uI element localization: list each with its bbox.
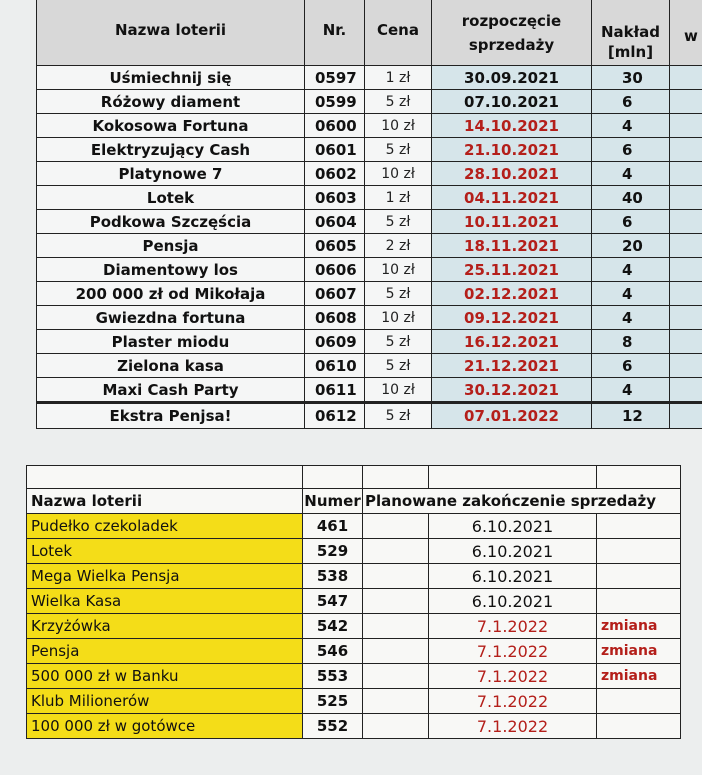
lottery-name: Wielka Kasa: [27, 589, 303, 614]
print-run: 6: [592, 90, 670, 114]
lottery-number: 552: [303, 714, 363, 739]
sale-start-date: 25.11.2021: [432, 258, 592, 282]
empty-cell: [363, 639, 429, 664]
lottery-number: 542: [303, 614, 363, 639]
header-name: Nazwa loterii: [27, 489, 303, 514]
header-extra: w: [670, 0, 702, 66]
extra-cell: [670, 354, 702, 378]
lottery-name: Zielona kasa: [37, 354, 305, 378]
lottery-name: 100 000 zł w gotówce: [27, 714, 303, 739]
empty-cell: [363, 689, 429, 714]
lottery-number: 0609: [305, 330, 365, 354]
lottery-number: 0605: [305, 234, 365, 258]
header-number: Numer: [303, 489, 363, 514]
print-run: 6: [592, 354, 670, 378]
print-run: 4: [592, 162, 670, 186]
planned-end-date: 6.10.2021: [429, 589, 597, 614]
change-note: [597, 564, 681, 589]
header-qty: [592, 0, 670, 66]
table-row: [37, 138, 702, 162]
change-note: [597, 589, 681, 614]
lottery-price: 2 zł: [365, 234, 432, 258]
table-row: [27, 564, 681, 589]
change-note: zmiana: [597, 664, 681, 689]
lottery-number: 0603: [305, 186, 365, 210]
print-run: 4: [592, 114, 670, 138]
extra-cell: [670, 378, 702, 403]
print-run: 8: [592, 330, 670, 354]
lottery-end-table: [26, 465, 681, 739]
lottery-price: 5 zł: [365, 330, 432, 354]
extra-cell: [670, 162, 702, 186]
lottery-number: 0599: [305, 90, 365, 114]
planned-end-date: 7.1.2022: [429, 664, 597, 689]
sale-start-date: 04.11.2021: [432, 186, 592, 210]
lottery-number: 0610: [305, 354, 365, 378]
lottery-number: 0607: [305, 282, 365, 306]
lottery-name: Pensja: [37, 234, 305, 258]
sale-start-date: 14.10.2021: [432, 114, 592, 138]
lottery-number: 0601: [305, 138, 365, 162]
table-row: [27, 614, 681, 639]
table-row: [37, 378, 702, 403]
empty-cell: [363, 714, 429, 739]
empty-cell: [363, 564, 429, 589]
lottery-price: 10 zł: [365, 114, 432, 138]
top-table-header: [37, 0, 702, 66]
print-run: 6: [592, 210, 670, 234]
table-row: [37, 234, 702, 258]
extra-cell: [670, 330, 702, 354]
empty-cell: [363, 614, 429, 639]
sale-start-date: 30.09.2021: [432, 66, 592, 90]
blank-cell: [27, 466, 303, 489]
table-row: [37, 403, 702, 429]
lottery-name: Pudełko czekoladek: [27, 514, 303, 539]
extra-cell: [670, 90, 702, 114]
table-row: [37, 186, 702, 210]
sale-start-date: 18.11.2021: [432, 234, 592, 258]
header-nr: Nr.: [305, 0, 365, 66]
sale-start-date: 28.10.2021: [432, 162, 592, 186]
header-name: Nazwa loterii: [37, 0, 305, 66]
lottery-name: Podkowa Szczęścia: [37, 210, 305, 234]
planned-end-date: 7.1.2022: [429, 614, 597, 639]
header-start: rozpoczęcie sprzedaży: [432, 0, 592, 66]
print-run: 40: [592, 186, 670, 210]
sale-start-date: 07.01.2022: [432, 403, 592, 429]
lottery-number: 546: [303, 639, 363, 664]
table-row: [37, 258, 702, 282]
blank-cell: [597, 466, 681, 489]
lottery-name: Pensja: [27, 639, 303, 664]
table-row: [37, 90, 702, 114]
planned-end-date: 6.10.2021: [429, 539, 597, 564]
print-run: 4: [592, 258, 670, 282]
lottery-name: 200 000 zł od Mikołaja: [37, 282, 305, 306]
planned-end-date: 6.10.2021: [429, 564, 597, 589]
table-row: [37, 354, 702, 378]
lottery-name: Plaster miodu: [37, 330, 305, 354]
print-run: 4: [592, 378, 670, 403]
lottery-name: 500 000 zł w Banku: [27, 664, 303, 689]
lottery-number: 538: [303, 564, 363, 589]
sale-start-date: 30.12.2021: [432, 378, 592, 403]
lottery-number: 0612: [305, 403, 365, 429]
bottom-table-header: [27, 489, 681, 514]
change-note: [597, 514, 681, 539]
print-run: 30: [592, 66, 670, 90]
planned-end-date: 7.1.2022: [429, 714, 597, 739]
lottery-number: 0597: [305, 66, 365, 90]
blank-cell: [429, 466, 597, 489]
print-run: 6: [592, 138, 670, 162]
lottery-number: 0611: [305, 378, 365, 403]
lottery-number: 0602: [305, 162, 365, 186]
sale-start-date: 21.12.2021: [432, 354, 592, 378]
lottery-name: Elektryzujący Cash: [37, 138, 305, 162]
empty-cell: [363, 664, 429, 689]
lottery-name: Mega Wielka Pensja: [27, 564, 303, 589]
lottery-number: 0606: [305, 258, 365, 282]
lottery-price: 5 zł: [365, 282, 432, 306]
extra-cell: [670, 258, 702, 282]
lottery-name: Platynowe 7: [37, 162, 305, 186]
extra-cell: [670, 210, 702, 234]
lottery-price: 10 zł: [365, 378, 432, 403]
lottery-number: 553: [303, 664, 363, 689]
empty-cell: [363, 514, 429, 539]
change-note: [597, 714, 681, 739]
lottery-price: 5 zł: [365, 403, 432, 429]
extra-cell: [670, 66, 702, 90]
lottery-name: Różowy diament: [37, 90, 305, 114]
sale-start-date: 02.12.2021: [432, 282, 592, 306]
table-row: [27, 714, 681, 739]
lottery-name: Lotek: [27, 539, 303, 564]
empty-cell: [363, 589, 429, 614]
table-row: [37, 66, 702, 90]
lottery-price: 5 zł: [365, 210, 432, 234]
lottery-number: 0608: [305, 306, 365, 330]
table-row: [27, 514, 681, 539]
change-note: [597, 689, 681, 714]
lottery-price: 5 zł: [365, 354, 432, 378]
bottom-table-blank-row: [27, 466, 681, 489]
lottery-number: 529: [303, 539, 363, 564]
table-row: [27, 639, 681, 664]
table-row: [37, 330, 702, 354]
empty-cell: [363, 539, 429, 564]
lottery-name: Kokosowa Fortuna: [37, 114, 305, 138]
lottery-name: Diamentowy los: [37, 258, 305, 282]
table-row: [27, 539, 681, 564]
extra-cell: [670, 234, 702, 258]
change-note: zmiana: [597, 614, 681, 639]
header-qty-top: Nakład: [600, 25, 661, 39]
sale-start-date: 21.10.2021: [432, 138, 592, 162]
lottery-number: 547: [303, 589, 363, 614]
header-planned-end: Planowane zakończenie sprzedaży: [363, 489, 681, 514]
planned-end-date: 6.10.2021: [429, 514, 597, 539]
blank-cell: [363, 466, 429, 489]
lottery-price: 10 zł: [365, 162, 432, 186]
table-row: [27, 589, 681, 614]
header-qty-unit: [mln]: [607, 43, 654, 61]
lottery-name: Klub Milionerów: [27, 689, 303, 714]
lottery-launch-table: [36, 0, 702, 429]
change-note: zmiana: [597, 639, 681, 664]
print-run: 12: [592, 403, 670, 429]
table-row: [37, 210, 702, 234]
lottery-name: Uśmiechnij się: [37, 66, 305, 90]
lottery-price: 1 zł: [365, 186, 432, 210]
extra-cell: [670, 138, 702, 162]
extra-cell: [670, 186, 702, 210]
planned-end-date: 7.1.2022: [429, 689, 597, 714]
lottery-price: 10 zł: [365, 306, 432, 330]
lottery-number: 0600: [305, 114, 365, 138]
lottery-price: 5 zł: [365, 90, 432, 114]
lottery-price: 10 zł: [365, 258, 432, 282]
lottery-number: 461: [303, 514, 363, 539]
sale-start-date: 16.12.2021: [432, 330, 592, 354]
extra-cell: [670, 114, 702, 138]
table-row: [37, 306, 702, 330]
lottery-name: Maxi Cash Party: [37, 378, 305, 403]
table-row: [27, 689, 681, 714]
table-row: [37, 114, 702, 138]
lottery-number: 525: [303, 689, 363, 714]
lottery-price: 5 zł: [365, 138, 432, 162]
lottery-name: Krzyżówka: [27, 614, 303, 639]
sale-start-date: 10.11.2021: [432, 210, 592, 234]
lottery-price: 1 zł: [365, 66, 432, 90]
lottery-name: Lotek: [37, 186, 305, 210]
print-run: 4: [592, 306, 670, 330]
extra-cell: [670, 403, 702, 429]
sale-start-date: 07.10.2021: [432, 90, 592, 114]
blank-cell: [303, 466, 363, 489]
table-row: [37, 162, 702, 186]
change-note: [597, 539, 681, 564]
sale-start-date: 09.12.2021: [432, 306, 592, 330]
lottery-name: Gwiezdna fortuna: [37, 306, 305, 330]
lottery-name: Ekstra Penjsa!: [37, 403, 305, 429]
table-row: [37, 282, 702, 306]
header-price: Cena: [365, 0, 432, 66]
table-row: [27, 664, 681, 689]
planned-end-date: 7.1.2022: [429, 639, 597, 664]
extra-cell: [670, 282, 702, 306]
print-run: 4: [592, 282, 670, 306]
extra-cell: [670, 306, 702, 330]
lottery-number: 0604: [305, 210, 365, 234]
print-run: 20: [592, 234, 670, 258]
